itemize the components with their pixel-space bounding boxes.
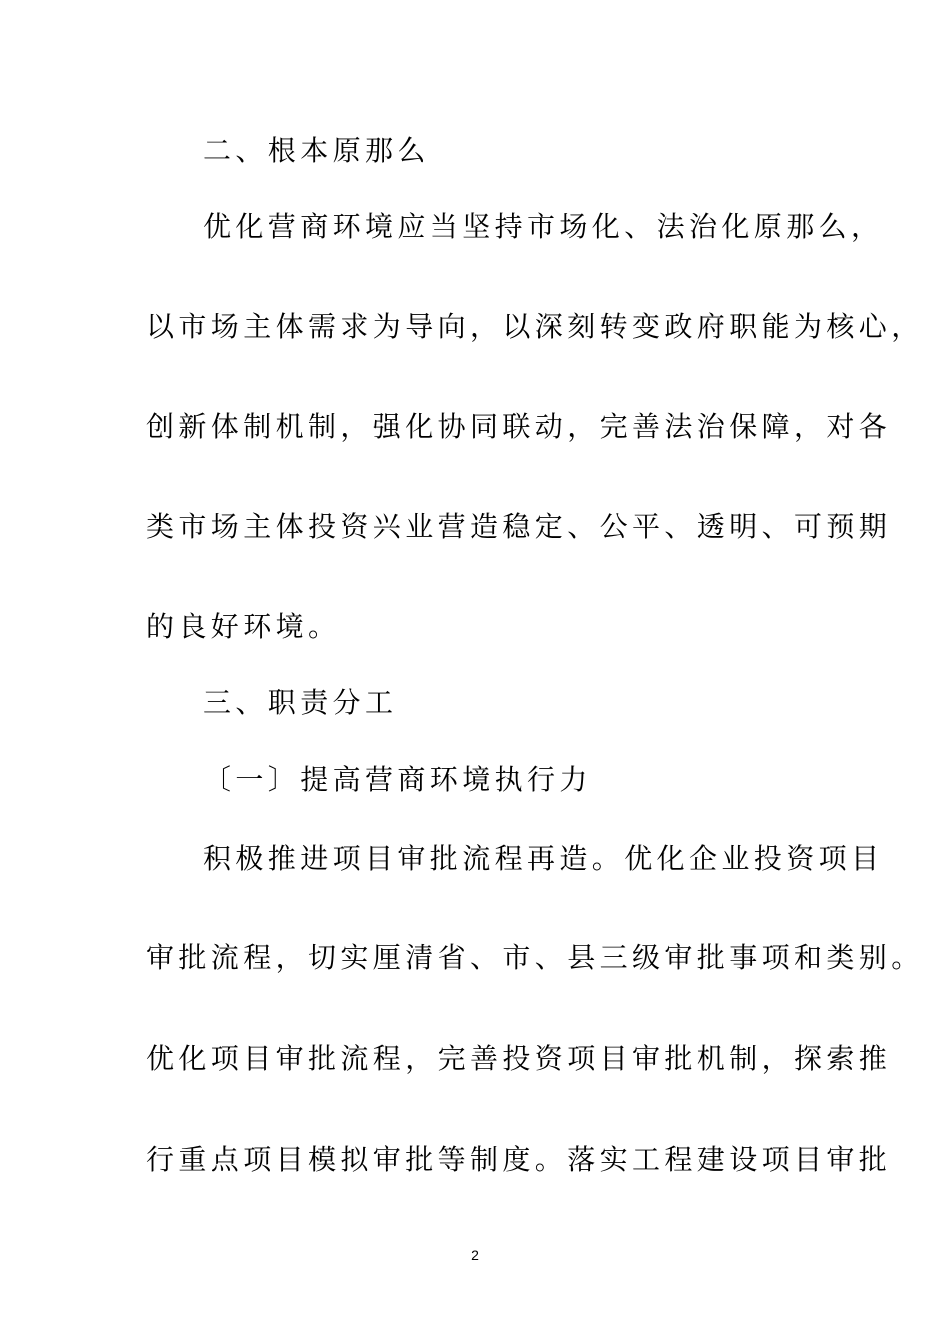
paragraph-line: 行重点项目模拟审批等制度。落实工程建设项目审批 <box>146 1143 892 1176</box>
paragraph-line: 优化营商环境应当坚持市场化、法治化原那么， <box>203 210 884 243</box>
page-number: 2 <box>471 1247 479 1263</box>
section-heading-duties: 三、职责分工 <box>203 686 398 719</box>
paragraph-line: 创新体制机制，强化协同联动，完善法治保障，对各 <box>146 410 892 443</box>
paragraph-line: 审批流程，切实厘清省、市、县三级审批事项和类别。 <box>146 941 924 974</box>
paragraph-line: 优化项目审批流程，完善投资项目审批机制，探索推 <box>146 1042 892 1075</box>
section-heading-principles: 二、根本原那么 <box>203 134 430 167</box>
paragraph-line: 类市场主体投资兴业营造稳定、公平、透明、可预期 <box>146 510 892 543</box>
subsection-heading: 〔一〕提高营商环境执行力 <box>203 763 592 796</box>
paragraph-line: 积极推进项目审批流程再造。优化企业投资项目 <box>203 842 884 875</box>
paragraph-line: 的良好环境。 <box>146 610 341 643</box>
paragraph-line: 以市场主体需求为导向，以深刻转变政府职能为核心， <box>146 310 924 343</box>
